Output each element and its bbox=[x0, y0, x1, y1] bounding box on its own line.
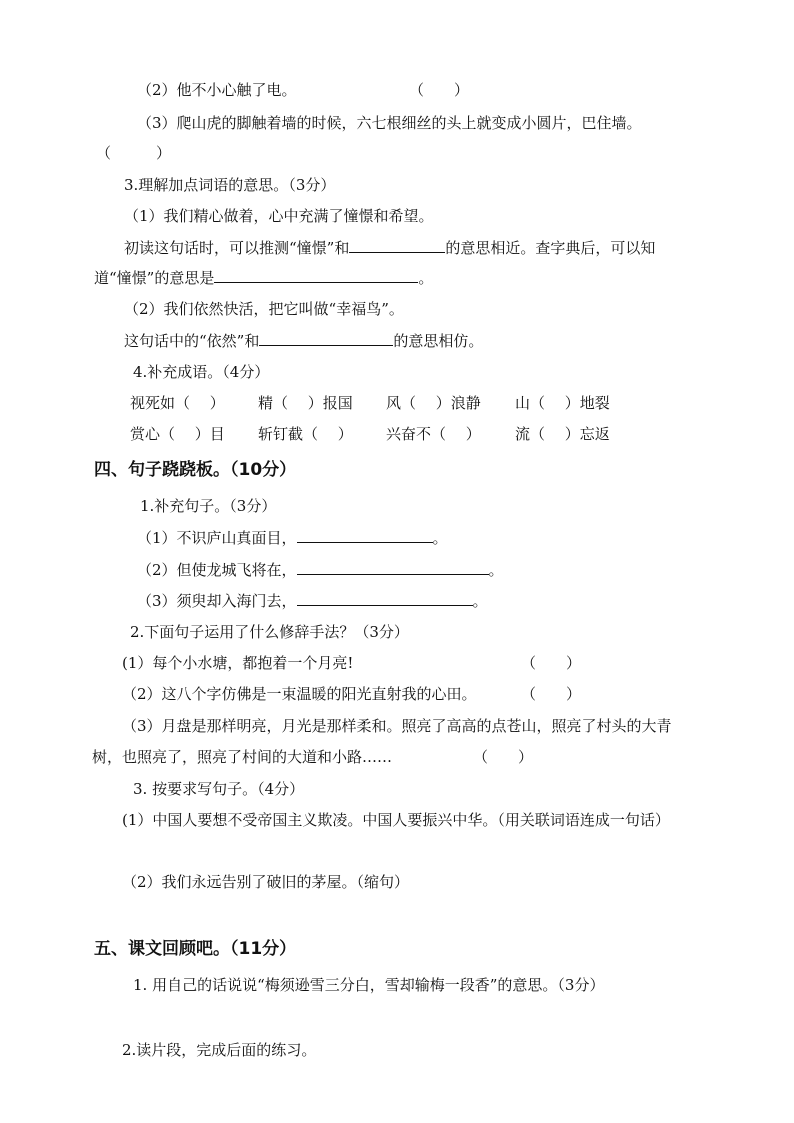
q3-sentence2: （2）我们依然快活，把它叫做“幸福鸟”。 bbox=[124, 300, 404, 318]
answer-blank[interactable] bbox=[297, 560, 489, 575]
q3-sentence1-line-b bbox=[94, 268, 433, 288]
p4-q1-s3 bbox=[137, 591, 488, 611]
answer-blank[interactable] bbox=[214, 268, 418, 283]
text: （1）不识庐山真面目， bbox=[137, 529, 297, 547]
text: 。 bbox=[472, 592, 488, 610]
text: 的意思相近。查字典后，可以知 bbox=[445, 239, 656, 257]
idiom-blank[interactable]: 兴奋不（ ） bbox=[386, 425, 481, 443]
idiom-blank[interactable]: 视死如（ ） bbox=[130, 394, 225, 412]
text: 初读这句话时，可以推测“憧憬”和 bbox=[124, 239, 350, 257]
p4-q2-s1: (1）每个小水塘，都抱着一个月亮! bbox=[122, 654, 354, 672]
q2-item2: （2）他不小心触了电。 bbox=[137, 81, 297, 99]
idiom-blank[interactable]: 斩钉截（ ） bbox=[258, 425, 353, 443]
p4-q3-s2: （2）我们永远告别了破旧的茅屋。（缩句） bbox=[122, 873, 410, 891]
q4-title: 4.补充成语。（4分） bbox=[133, 363, 270, 381]
text: 。 bbox=[488, 561, 504, 579]
text: 道“憧憬”的意思是 bbox=[94, 269, 215, 287]
p4-q2-s3-b: 树，也照亮了，照亮了村间的大道和小路…… bbox=[92, 748, 393, 766]
p4-q2-s3-a: （3）月盘是那样明亮，月光是那样柔和。照亮了高高的点苍山，照亮了村头的大青 bbox=[122, 717, 672, 735]
p5-q1: 1. 用自己的话说说“梅须逊雪三分白，雪却输梅一段香”的意思。（3分） bbox=[133, 976, 605, 994]
q3-sentence1: （1）我们精心做着，心中充满了憧憬和希望。 bbox=[124, 207, 434, 225]
p4-q2-title: 2.下面句子运用了什么修辞手法？（3分） bbox=[130, 623, 409, 641]
text: 。 bbox=[418, 269, 434, 287]
p4-q3-s1: (1）中国人要想不受帝国主义欺凌。中国人要振兴中华。（用关联词语连成一句话） bbox=[122, 811, 670, 829]
p4-q1-s1 bbox=[137, 528, 448, 548]
section-heading-4: 四、句子跷跷板。（10分） bbox=[94, 460, 297, 480]
answer-blank[interactable] bbox=[297, 591, 473, 606]
text: 的意思相仿。 bbox=[393, 332, 484, 350]
answer-paren: （ ） bbox=[96, 144, 172, 162]
answer-blank[interactable] bbox=[349, 238, 445, 253]
idiom-blank[interactable]: 流（ ）忘返 bbox=[515, 425, 610, 443]
p4-q1-title: 1.补充句子。（3分） bbox=[140, 497, 277, 515]
answer-blank[interactable] bbox=[259, 331, 393, 346]
idiom-blank[interactable]: 赏心（ ）目 bbox=[130, 425, 225, 443]
p4-q2-s2: （2）这八个字仿佛是一束温暖的阳光直射我的心田。 bbox=[122, 685, 477, 703]
text: 这句话中的“依然”和 bbox=[124, 332, 260, 350]
section-heading-5: 五、课文回顾吧。（11分） bbox=[94, 939, 297, 959]
p4-q1-s2 bbox=[137, 560, 504, 580]
text: （3）须臾却入海门去， bbox=[137, 592, 297, 610]
q3-title: 3.理解加点词语的意思。（3分） bbox=[124, 176, 336, 194]
p4-q3-title: 3. 按要求写句子。（4分） bbox=[133, 780, 305, 798]
text: （2）但使龙城飞将在， bbox=[137, 561, 297, 579]
idiom-blank[interactable]: 山（ ）地裂 bbox=[515, 394, 610, 412]
answer-paren: （ ） bbox=[409, 81, 470, 99]
q3-sentence1-line-a bbox=[124, 238, 655, 258]
q3-sentence2-line-a bbox=[124, 331, 483, 351]
idiom-blank[interactable]: 风（ ）浪静 bbox=[386, 394, 481, 412]
q2-item3: （3）爬山虎的脚触着墙的时候，六七根细丝的头上就变成小圆片，巴住墙。 bbox=[137, 114, 642, 132]
answer-paren: （ ） bbox=[521, 685, 582, 703]
text: 。 bbox=[432, 529, 448, 547]
answer-paren: （ ） bbox=[473, 748, 534, 766]
answer-paren: （ ） bbox=[521, 654, 582, 672]
idiom-blank[interactable]: 精（ ）报国 bbox=[258, 394, 353, 412]
answer-blank[interactable] bbox=[297, 528, 433, 543]
p5-q2: 2.读片段，完成后面的练习。 bbox=[122, 1041, 317, 1059]
